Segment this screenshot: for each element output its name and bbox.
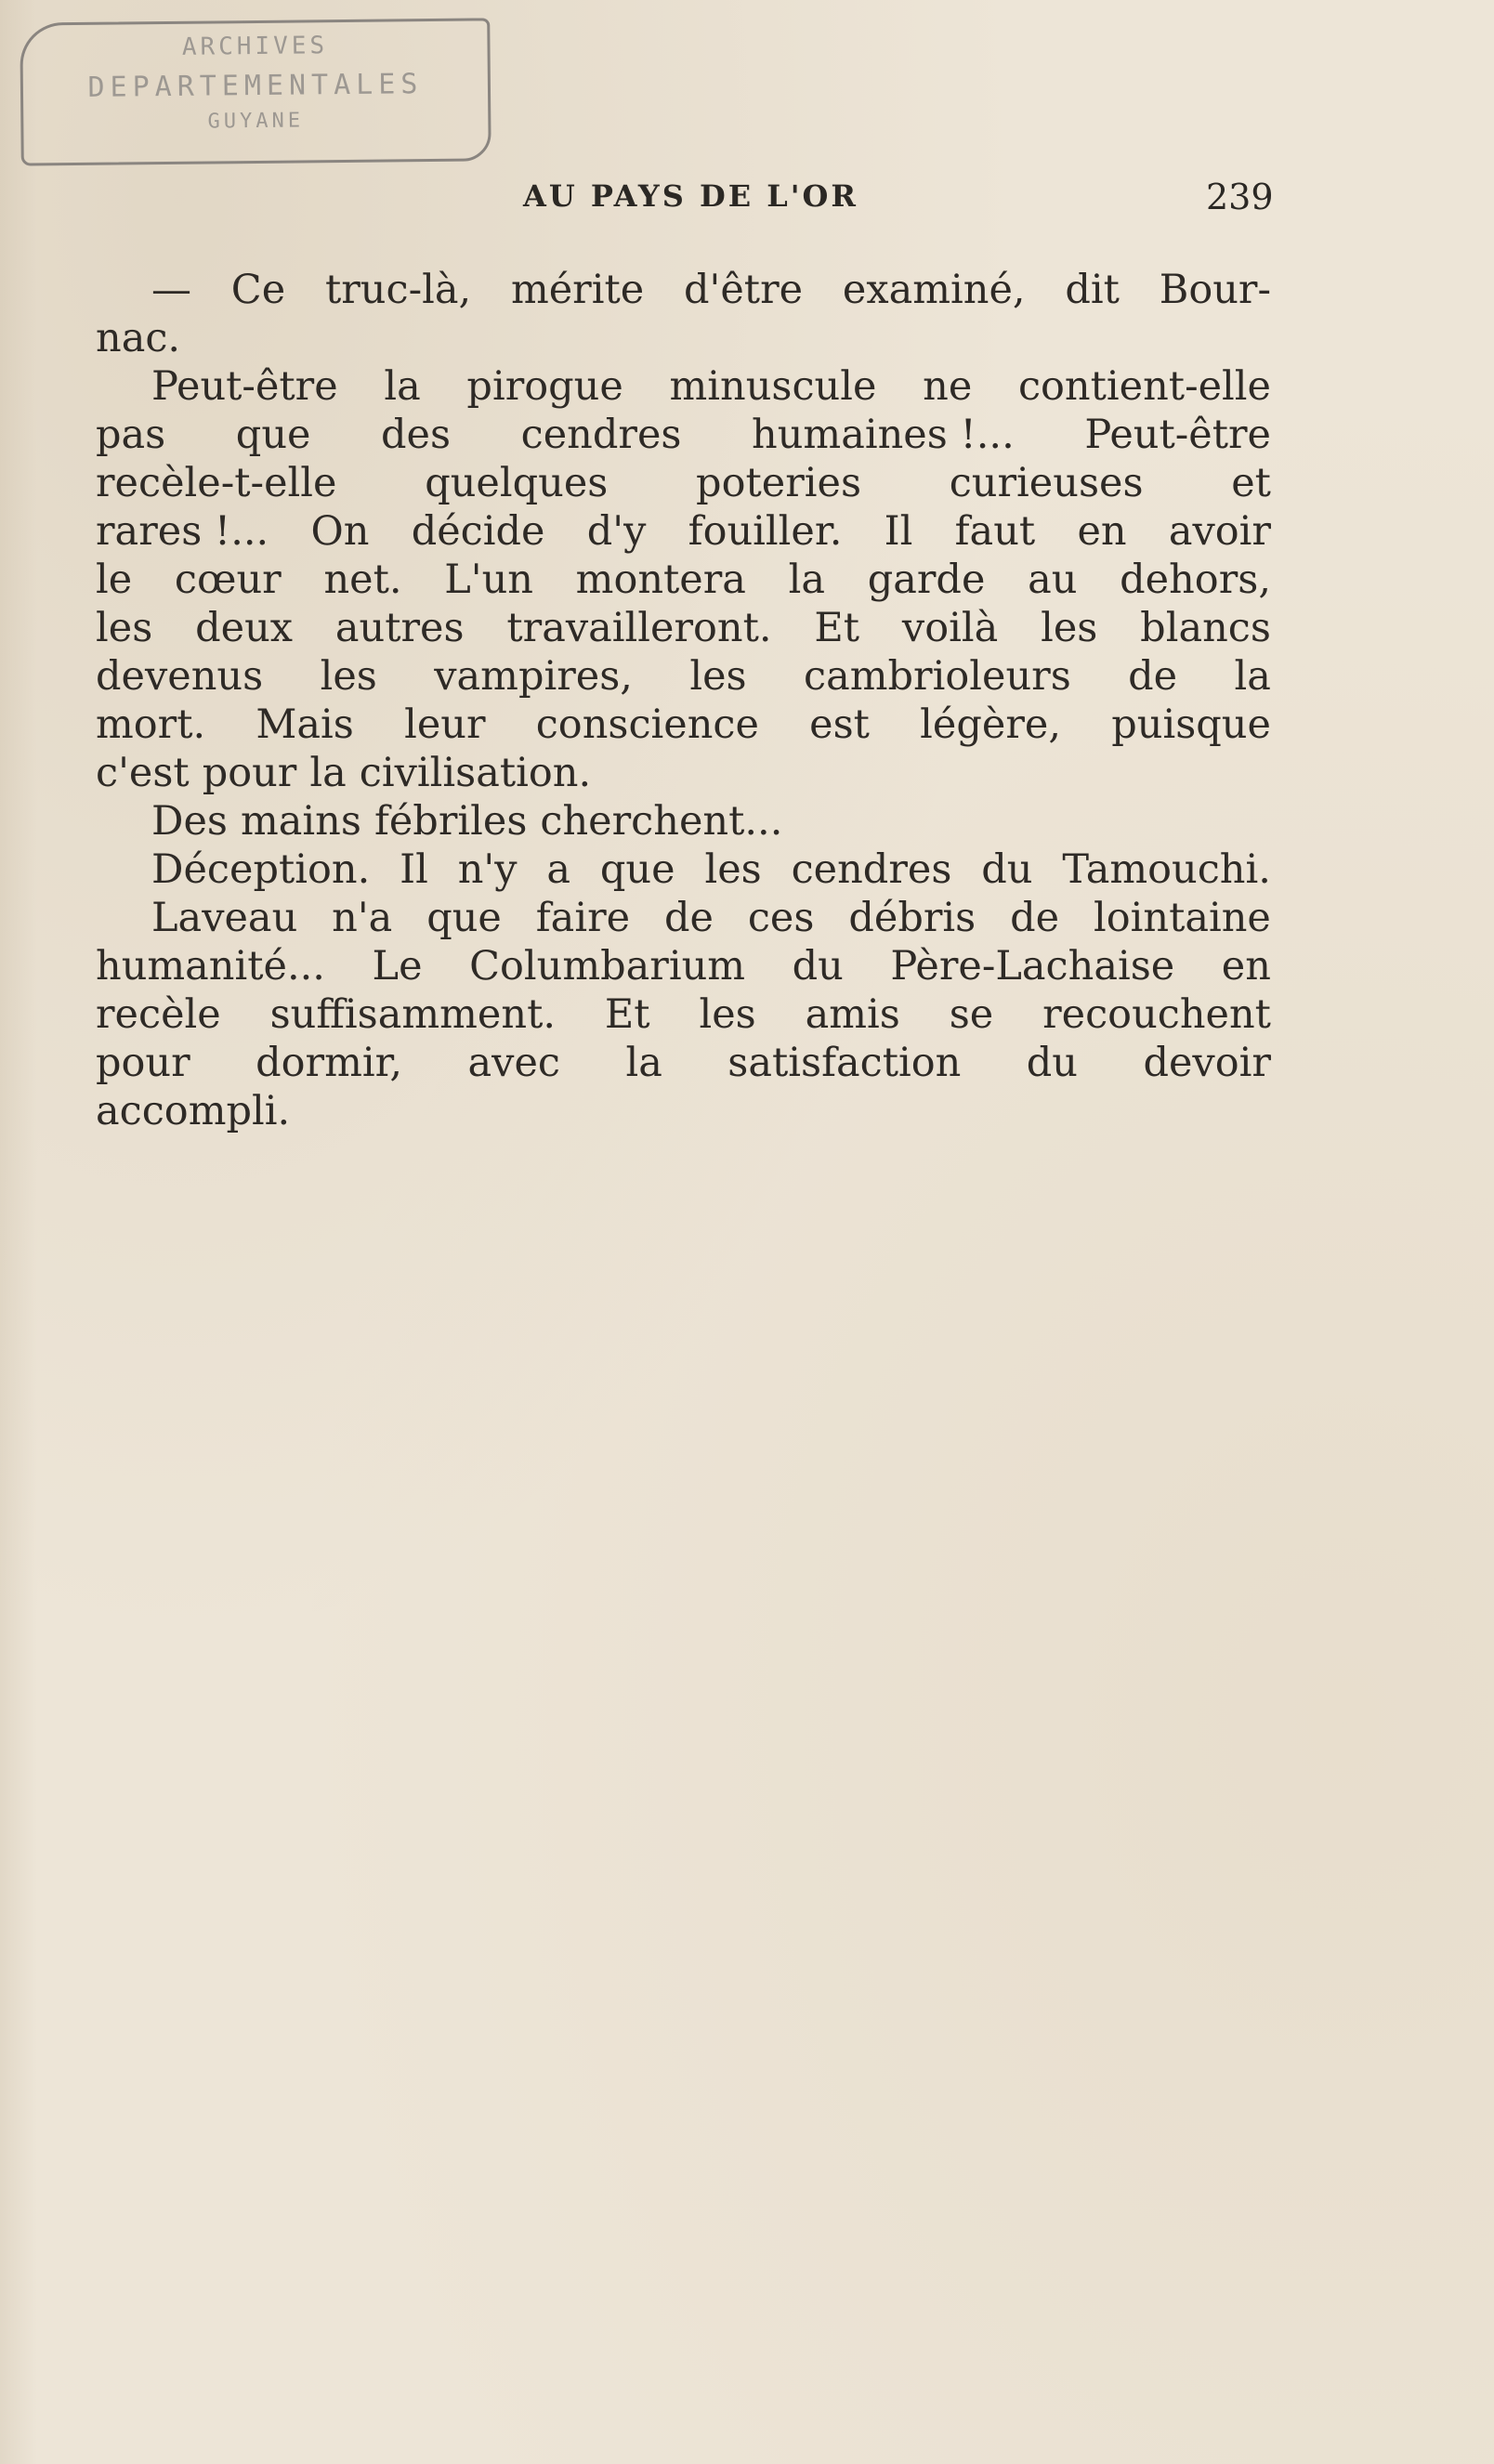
word: que xyxy=(599,846,675,893)
word: leur xyxy=(404,701,486,748)
word: du xyxy=(981,846,1033,893)
word: a xyxy=(546,846,571,893)
word: Il xyxy=(884,508,913,555)
word: fébriles xyxy=(374,798,528,845)
word: pas xyxy=(96,412,166,458)
word: pirogue xyxy=(466,363,623,410)
word: débris xyxy=(848,895,976,941)
text-line xyxy=(96,1087,1271,1135)
word: la xyxy=(788,557,826,603)
word: voilà xyxy=(901,605,999,651)
word: Bour- xyxy=(1159,267,1271,313)
text-line xyxy=(96,266,1271,314)
word: Des xyxy=(151,798,228,845)
body-text xyxy=(96,266,1271,1135)
word: au xyxy=(1028,557,1078,603)
word: examiné, xyxy=(842,267,1026,313)
word: les xyxy=(96,605,153,651)
text-line xyxy=(96,990,1271,1039)
word: Déception. xyxy=(151,846,371,893)
text-line xyxy=(96,411,1271,459)
word: L'un xyxy=(444,557,533,603)
word: Tamouchi. xyxy=(1062,846,1271,893)
word: en xyxy=(1077,508,1127,555)
text-line xyxy=(96,797,1271,845)
word: se xyxy=(949,991,994,1038)
word: mains xyxy=(241,798,361,845)
archive-stamp xyxy=(20,18,491,165)
word: la xyxy=(625,1040,662,1086)
word: Il xyxy=(400,846,428,893)
word: civilisation. xyxy=(359,750,592,796)
word: recouchent xyxy=(1042,991,1271,1038)
word: légère, xyxy=(920,701,1062,748)
stamp-line-1: ARCHIVES xyxy=(181,32,329,61)
word: mérite xyxy=(510,267,645,313)
text-line xyxy=(96,652,1271,701)
word: mort. xyxy=(96,701,206,748)
word: humaines !... xyxy=(752,412,1015,458)
word: que xyxy=(426,895,502,941)
word: que xyxy=(235,412,311,458)
word: net. xyxy=(323,557,402,603)
text-line xyxy=(96,749,1271,797)
word: n'y xyxy=(457,846,518,893)
word: ces xyxy=(747,895,815,941)
word: dormir, xyxy=(256,1040,403,1086)
word: minuscule xyxy=(669,363,877,410)
text-line xyxy=(96,604,1271,652)
word: garde xyxy=(867,557,986,603)
word: les xyxy=(704,846,762,893)
word: faire xyxy=(535,895,631,941)
word: montera xyxy=(575,557,746,603)
word: du xyxy=(792,943,844,990)
word: de xyxy=(1010,895,1060,941)
word: d'être xyxy=(684,267,804,313)
word: Et xyxy=(604,991,650,1038)
word: la xyxy=(1234,653,1271,700)
word: cendres xyxy=(791,846,952,893)
word: ne xyxy=(923,363,973,410)
word: conscience xyxy=(535,701,759,748)
word: puisque xyxy=(1111,701,1271,748)
page-number: 239 xyxy=(1206,177,1274,217)
word: quelques xyxy=(425,460,609,506)
word: Ce xyxy=(230,267,286,313)
stamp-line-2: DEPARTEMENTALES xyxy=(87,68,424,104)
word: décide xyxy=(411,508,545,555)
word: satisfaction xyxy=(727,1040,962,1086)
word: des xyxy=(381,412,452,458)
word: accompli. xyxy=(96,1088,291,1134)
word: de xyxy=(663,895,714,941)
word: n'a xyxy=(332,895,393,941)
word: cendres xyxy=(520,412,682,458)
word: suffisamment. xyxy=(269,991,557,1038)
word: blancs xyxy=(1140,605,1271,651)
text-line xyxy=(96,1039,1271,1087)
word: avoir xyxy=(1168,508,1271,555)
word: Peut-être xyxy=(1084,412,1271,458)
word: la xyxy=(384,363,421,410)
text-line xyxy=(96,314,1271,362)
word: recèle-t-elle xyxy=(96,460,337,506)
word: autres xyxy=(334,605,465,651)
word: dit xyxy=(1065,267,1120,313)
word: Le xyxy=(372,943,423,990)
text-line xyxy=(96,459,1271,507)
word: Père-Lachaise xyxy=(890,943,1175,990)
text-line xyxy=(96,362,1271,411)
stamp-line-3: GUYANE xyxy=(207,109,305,134)
text-line xyxy=(96,556,1271,604)
text-line xyxy=(96,894,1271,942)
word: cambrioleurs xyxy=(804,653,1071,700)
word: pour xyxy=(96,1040,190,1086)
word: Et xyxy=(814,605,860,651)
word: faut xyxy=(954,508,1036,555)
word: les xyxy=(699,991,756,1038)
word: dehors, xyxy=(1120,557,1271,603)
word: et xyxy=(1231,460,1271,506)
text-line xyxy=(96,942,1271,990)
word: recèle xyxy=(96,991,221,1038)
word: lointaine xyxy=(1093,895,1271,941)
text-line xyxy=(96,507,1271,556)
word: en xyxy=(1221,943,1271,990)
word: la xyxy=(309,750,347,796)
word: truc-là, xyxy=(324,267,472,313)
word: le xyxy=(96,557,133,603)
word: cœur xyxy=(174,557,282,603)
word: rares !... xyxy=(96,508,269,555)
word: poteries xyxy=(696,460,862,506)
word: contient-elle xyxy=(1017,363,1271,410)
word: les xyxy=(689,653,747,700)
word: vampires, xyxy=(434,653,633,700)
word: Peut-être xyxy=(151,363,338,410)
word: de xyxy=(1128,653,1178,700)
word: travailleront. xyxy=(506,605,772,651)
text-line xyxy=(96,701,1271,749)
word: — xyxy=(151,267,191,313)
word: les xyxy=(320,653,377,700)
text-line xyxy=(96,845,1271,894)
running-title: AU PAYS DE L'OR xyxy=(523,178,858,214)
word: avec xyxy=(467,1040,561,1086)
word: curieuses xyxy=(949,460,1144,506)
word: Mais xyxy=(256,701,354,748)
word: On xyxy=(310,508,370,555)
word: les xyxy=(1041,605,1098,651)
word: d'y xyxy=(586,508,647,555)
word: du xyxy=(1026,1040,1079,1086)
word: devoir xyxy=(1143,1040,1271,1086)
word: humanité... xyxy=(96,943,325,990)
word: devenus xyxy=(96,653,264,700)
word: fouiller. xyxy=(688,508,843,555)
word: pour xyxy=(202,750,297,796)
word: est xyxy=(809,701,870,748)
word: amis xyxy=(805,991,900,1038)
word: cherchent... xyxy=(540,798,783,845)
word: nac. xyxy=(96,315,181,361)
word: c'est xyxy=(96,750,190,796)
word: Laveau xyxy=(151,895,298,941)
word: deux xyxy=(195,605,294,651)
word: Columbarium xyxy=(469,943,746,990)
